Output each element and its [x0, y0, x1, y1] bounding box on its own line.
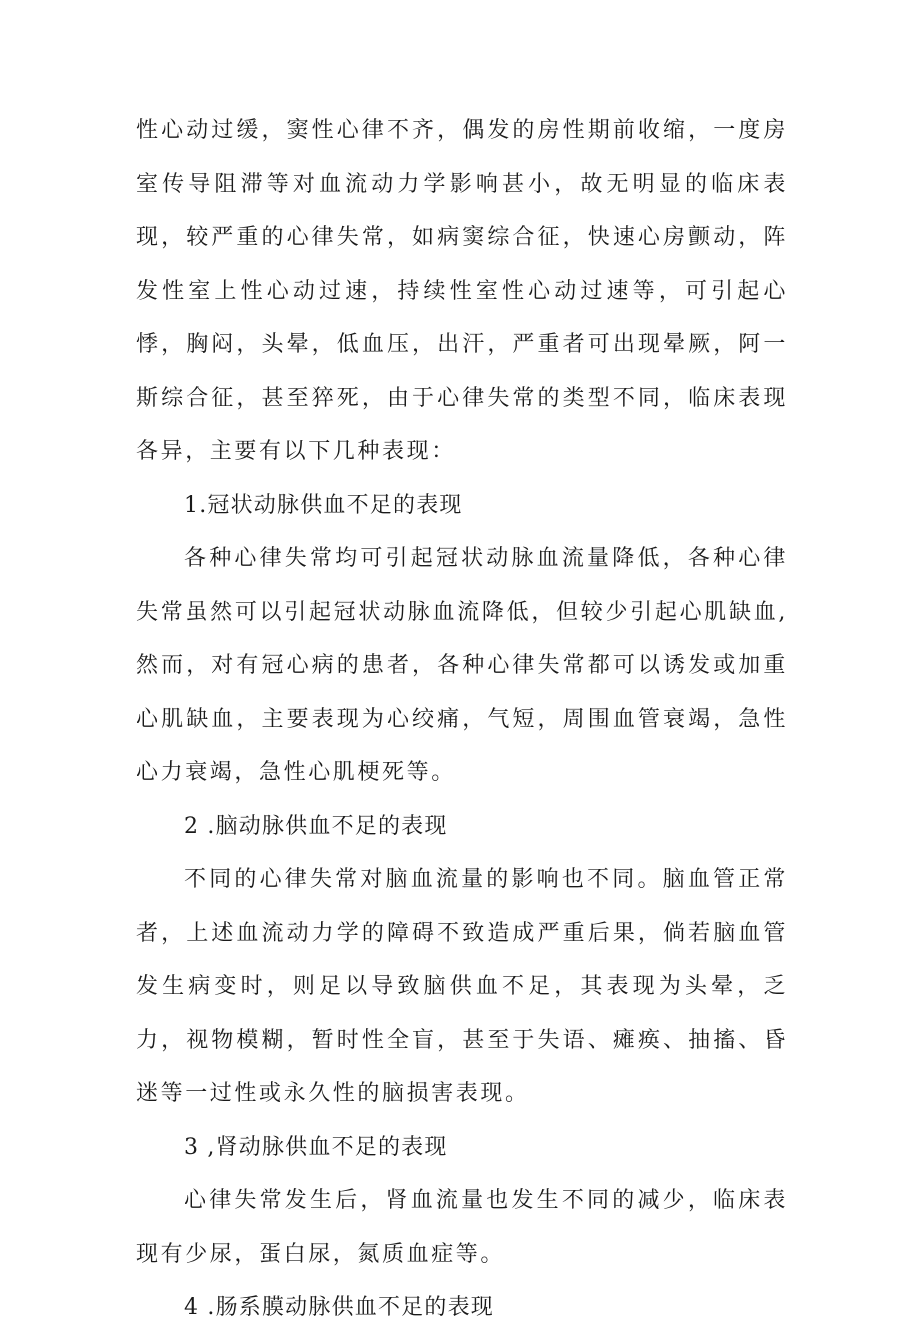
paragraph-renal: 心律失常发生后，肾血流量也发生不同的减少，临床表现有少尿，蛋白尿，氮质血症等。 [136, 1188, 788, 1267]
document-page [136, 104, 788, 1335]
section-heading-mesenteric: 4 .肠系膜动脉供血不足的表现 [184, 1295, 494, 1320]
paragraph-intro: 性心动过缓，窦性心律不齐，偶发的房性期前收缩，一度房室传导阻滞等对血流动力学影响甚小，故无明显的临床表现，较严重的心律失常，如病窦综合征，快速心房颤动，阵发性室上性心动过速，持续性室性心动过速等，可引起心悸，胸闷，头晕，低血压，出汗，严重者可出现晕厥，阿一斯综合征，甚至猝死，由于心律失常的类型不同，临床表现各异，主要有以下几种表现： [136, 118, 788, 464]
paragraph-cerebral: 不同的心律失常对脑血流量的影响也不同。脑血管正常者，上述血流动力学的障碍不致造成严重后果，倘若脑血管发生病变时，则足以导致脑供血不足，其表现为头晕，乏力，视物模糊，暂时性全盲，甚至于失语、瘫痪、抽搐、昏迷等一过性或永久性的脑损害表现。 [136, 867, 788, 1106]
section-heading-cerebral: 2 .脑动脉供血不足的表现 [184, 813, 448, 839]
section-heading-renal: 3 ,肾动脉供血不足的表现 [184, 1134, 448, 1160]
paragraph-coronary: 各种心律失常均可引起冠状动脉血流量降低，各种心律失常虽然可以引起冠状动脉血流降低，但较少引起心肌缺血,然而，对有冠心病的患者，各种心律失常都可以诱发或加重心肌缺血，主要表现为心绞痛，气短，周围血管衰竭，急性心力衰竭，急性心肌梗死等。 [136, 546, 788, 785]
section-heading-coronary: 1.冠状动脉供血不足的表现 [184, 492, 463, 518]
